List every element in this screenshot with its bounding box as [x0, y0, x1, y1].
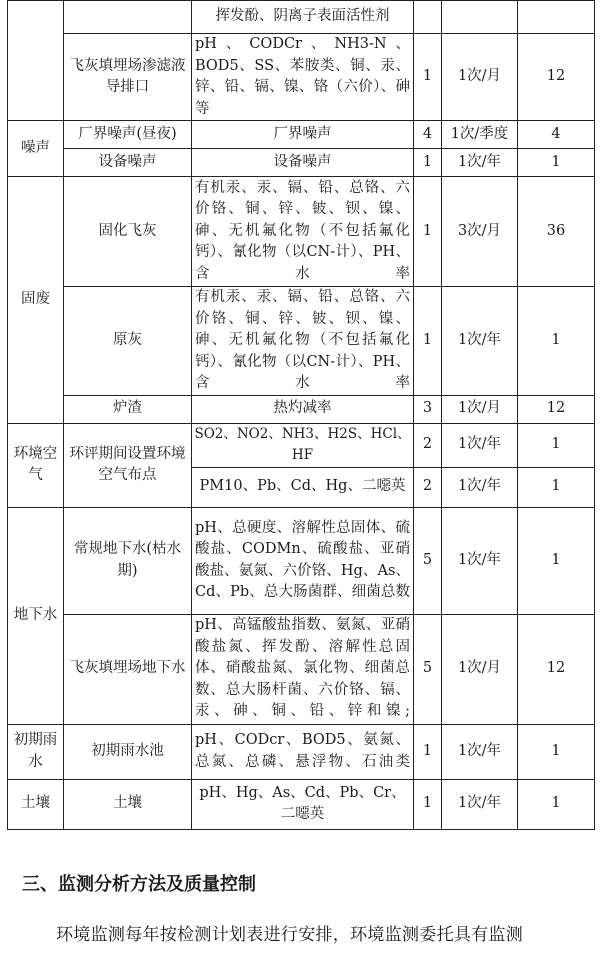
freq-cell: 1次/年: [442, 507, 518, 614]
category-cell: 噪声: [8, 121, 64, 177]
table-row: [8, 423, 595, 467]
items-cell: 厂界噪声: [192, 121, 414, 149]
category-cell: 土壤: [8, 779, 64, 829]
category-cell: 固废: [8, 177, 64, 424]
table-row: [8, 395, 595, 423]
items-cell: pH、高锰酸盐指数、氨氮、亚硝酸盐氮、挥发酚、溶解性总固体、硝酸盐氮、氯化物、细菌总数、总大肠杆菌、六价铬、镉、汞、砷、铜、铅、锌和镍;: [192, 614, 414, 724]
point-cell: 飞灰填埋场渗滤液导排口: [64, 34, 192, 121]
category-cell: [8, 1, 64, 121]
point-cell: 初期雨水池: [64, 724, 192, 779]
freq-cell: 1次/月: [442, 395, 518, 423]
count-cell: 1: [518, 724, 595, 779]
freq-cell: 1次/年: [442, 779, 518, 829]
freq-cell: 1次/年: [442, 467, 518, 507]
count-cell: 12: [518, 614, 595, 724]
points-cell: 4: [414, 121, 442, 149]
items-cell: 设备噪声: [192, 149, 414, 177]
table-row: [8, 779, 595, 829]
points-cell: 2: [414, 467, 442, 507]
points-cell: 1: [414, 287, 442, 396]
items-cell: pH、总硬度、溶解性总固体、硫酸盐、CODMn、硫酸盐、亚硝酸盐、氨氮、六价铬、Hg、As、Cd、Pb、总大肠菌群、细菌总数: [192, 507, 414, 614]
count-cell: 12: [518, 34, 595, 121]
points-cell: 5: [414, 614, 442, 724]
freq-cell: 1次/年: [442, 724, 518, 779]
points-cell: 3: [414, 395, 442, 423]
count-cell: 12: [518, 395, 595, 423]
table-row: [8, 177, 595, 287]
body-paragraph: 环境监测每年按检测计划表进行安排，环境监测委托具有监测: [56, 925, 524, 945]
freq-cell: 1次/年: [442, 149, 518, 177]
table-row: [8, 724, 595, 779]
point-cell: 常规地下水(枯水期): [64, 507, 192, 614]
count-cell: [518, 1, 595, 34]
point-cell: 飞灰填埋场地下水: [64, 614, 192, 724]
freq-cell: [442, 1, 518, 34]
table-row: [8, 121, 595, 149]
table-row: [8, 34, 595, 121]
items-cell: pH、CODcr、BOD5、氨氮、总氮、总磷、悬浮物、石油类: [192, 724, 414, 779]
category-cell: 环境空气: [8, 423, 64, 507]
category-cell: 初期雨水: [8, 724, 64, 779]
count-cell: 1: [518, 423, 595, 467]
freq-cell: 1次/季度: [442, 121, 518, 149]
point-cell: 环评期间设置环境空气布点: [64, 423, 192, 507]
items-cell: pH、Hg、As、Cd、Pb、Cr、二噁英: [192, 779, 414, 829]
count-cell: 36: [518, 177, 595, 287]
table-row: [8, 1, 595, 34]
point-cell: 设备噪声: [64, 149, 192, 177]
point-cell: [64, 1, 192, 34]
freq-cell: 1次/年: [442, 287, 518, 396]
items-cell: 热灼减率: [192, 395, 414, 423]
count-cell: 1: [518, 779, 595, 829]
count-cell: 1: [518, 149, 595, 177]
count-cell: 1: [518, 507, 595, 614]
points-cell: 1: [414, 34, 442, 121]
freq-cell: 1次/月: [442, 34, 518, 121]
points-cell: 1: [414, 779, 442, 829]
count-cell: 1: [518, 467, 595, 507]
monitoring-table: [7, 0, 595, 830]
items-cell: PM10、Pb、Cd、Hg、二噁英: [192, 467, 414, 507]
freq-cell: 3次/月: [442, 177, 518, 287]
count-cell: 4: [518, 121, 595, 149]
point-cell: 土壤: [64, 779, 192, 829]
table-row: [8, 507, 595, 614]
items-cell: 有机汞、汞、镉、铅、总铬、六价铬、铜、锌、铍、钡、镍、砷、无机氟化物（不包括氟化钙）、氰化物（以CN-计）、PH、含水率: [192, 287, 414, 396]
items-cell: 挥发酚、阴离子表面活性剂: [192, 1, 414, 34]
category-cell: 地下水: [8, 507, 64, 724]
table-row: [8, 614, 595, 724]
items-cell: 有机汞、汞、镉、铅、总铬、六价铬、铜、锌、铍、钡、镍、砷、无机氟化物（不包括氟化钙）、氰化物（以CN-计）、PH、含水率: [192, 177, 414, 287]
point-cell: 原灰: [64, 287, 192, 396]
table-row: [8, 149, 595, 177]
points-cell: 1: [414, 177, 442, 287]
point-cell: 固化飞灰: [64, 177, 192, 287]
freq-cell: 1次/月: [442, 614, 518, 724]
items-cell: pH、CODCr、NH3-N、BOD5、SS、苯胺类、铜、汞、锌、铅、镉、镍、铬（六价）、砷等: [192, 34, 414, 121]
freq-cell: 1次/年: [442, 423, 518, 467]
point-cell: 炉渣: [64, 395, 192, 423]
points-cell: [414, 1, 442, 34]
count-cell: 1: [518, 287, 595, 396]
points-cell: 1: [414, 724, 442, 779]
table-row: [8, 287, 595, 396]
section-title: 三、监测分析方法及质量控制: [22, 874, 256, 895]
points-cell: 1: [414, 149, 442, 177]
point-cell: 厂界噪声(昼夜): [64, 121, 192, 149]
items-cell: SO2、NO2、NH3、H2S、HCl、HF: [192, 423, 414, 467]
points-cell: 2: [414, 423, 442, 467]
points-cell: 5: [414, 507, 442, 614]
